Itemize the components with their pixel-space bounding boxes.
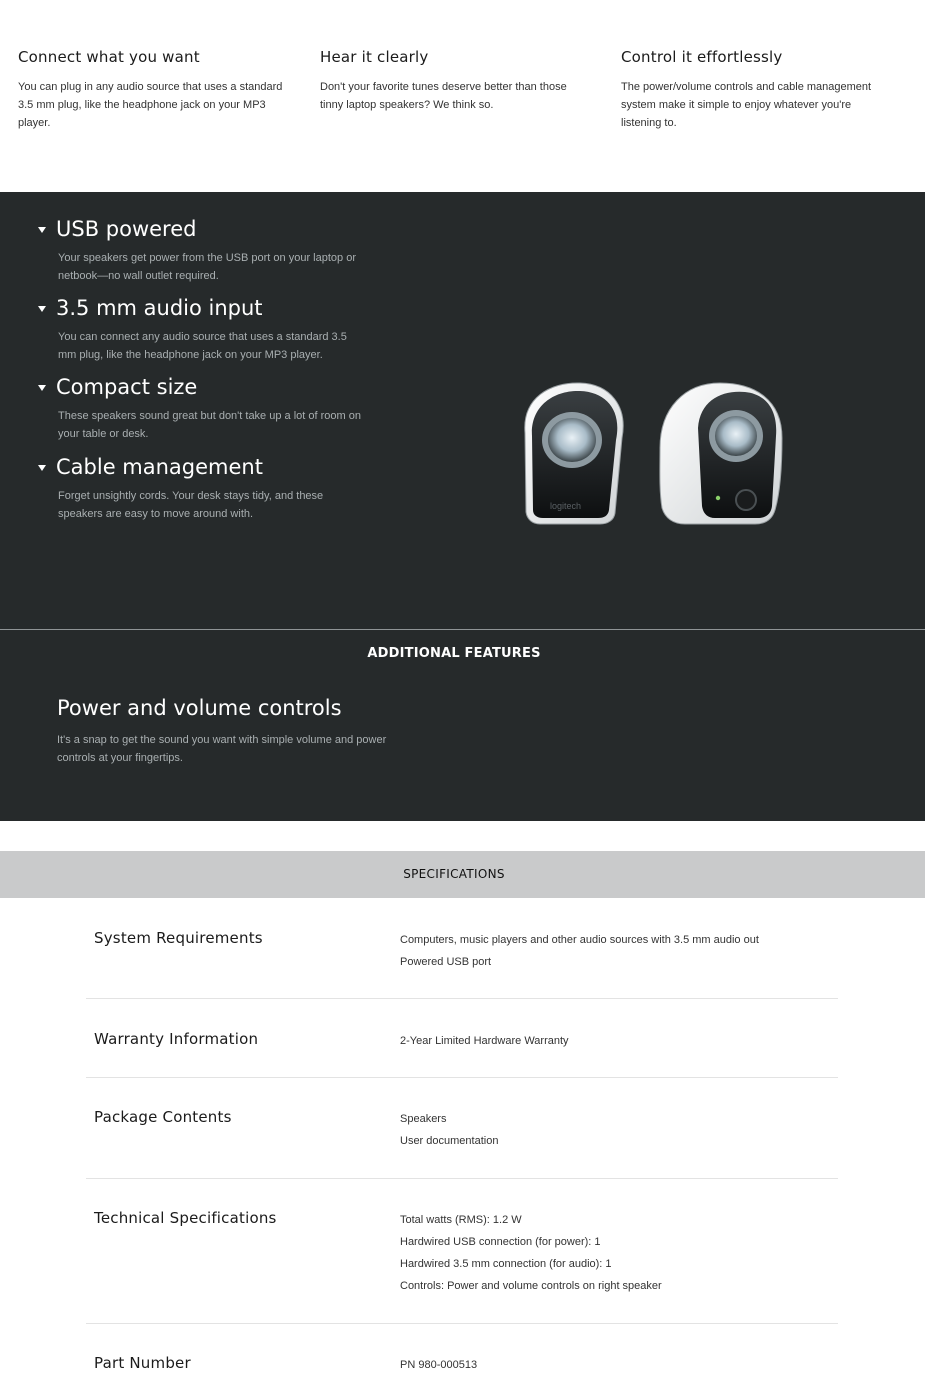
spec-values <box>400 1209 662 1297</box>
intro-feature-title: Connect what you want <box>18 48 200 66</box>
intro-feature-hear <box>320 48 590 114</box>
caret-down-icon <box>38 227 46 233</box>
additional-feature-text: It's a snap to get the sound you want with simple volume and power controls at your fingertips. <box>57 734 387 764</box>
intro-features <box>0 0 925 192</box>
specifications-heading: SPECIFICATIONS <box>403 867 505 881</box>
spec-label: System Requirements <box>94 929 263 947</box>
feature-usb-powered[interactable] <box>38 217 378 285</box>
feature-panel <box>0 192 925 629</box>
intro-feature-text: The power/volume controls and cable management system make it simple to enjoy whatever you're listening to. <box>621 81 872 129</box>
caret-down-icon <box>38 306 46 312</box>
spec-value: Computers, music players and other audio sources with 3.5 mm audio out <box>400 934 759 946</box>
speakers-product-image <box>510 378 795 533</box>
spec-label: Technical Specifications <box>94 1209 277 1227</box>
spec-label: Warranty Information <box>94 1030 259 1048</box>
additional-features <box>0 630 925 821</box>
intro-feature-title: Hear it clearly <box>320 48 429 66</box>
intro-feature-connect <box>18 48 288 132</box>
spec-label: Package Contents <box>94 1108 232 1126</box>
spec-value: Speakers <box>400 1113 447 1125</box>
brand-logo: logitech <box>550 501 582 511</box>
spec-value: Hardwired USB connection (for power): 1 <box>400 1236 601 1248</box>
intro-feature-text: You can plug in any audio source that uses a standard 3.5 mm plug, like the headphone jack on your MP3 player. <box>18 81 283 129</box>
power-led-icon <box>716 496 720 500</box>
spec-row-part-number <box>86 1354 838 1394</box>
caret-down-icon <box>38 465 46 471</box>
spec-values <box>400 1108 498 1152</box>
feature-title: Cable management <box>56 455 263 479</box>
feature-text: These speakers sound great but don't take up a lot of room on your table or desk. <box>58 410 361 440</box>
volume-knob-icon <box>736 490 756 510</box>
spec-value: User documentation <box>400 1135 499 1147</box>
spec-value: Powered USB port <box>400 956 492 968</box>
feature-text: Forget unsightly cords. Your desk stays tidy, and these speakers are easy to move around with. <box>58 490 324 520</box>
intro-feature-title: Control it effortlessly <box>621 48 783 66</box>
feature-title: Compact size <box>56 375 198 399</box>
spec-values <box>400 929 759 973</box>
intro-feature-control <box>621 48 891 132</box>
spec-value: PN 980-000513 <box>400 1359 478 1371</box>
spec-values <box>400 1354 477 1376</box>
additional-feature-title: Power and volume controls <box>57 696 342 720</box>
spec-value: Total watts (RMS): 1.2 W <box>400 1214 522 1226</box>
feature-text: Your speakers get power from the USB port on your laptop or netbook—no wall outlet required. <box>58 252 356 282</box>
feature-title: USB powered <box>56 217 197 241</box>
spec-row-package-contents <box>86 1108 838 1179</box>
left-speaker <box>525 383 623 524</box>
spec-label: Part Number <box>94 1354 191 1372</box>
spec-row-technical-specifications <box>86 1209 838 1324</box>
caret-down-icon <box>38 385 46 391</box>
spec-value: Hardwired 3.5 mm connection (for audio): 1 <box>400 1258 612 1270</box>
intro-feature-text: Don't your favorite tunes deserve better than those tinny laptop speakers? We think so. <box>320 81 567 111</box>
feature-cable-management[interactable] <box>38 455 378 523</box>
feature-text: You can connect any audio source that uses a standard 3.5 mm plug, like the headphone jack on your MP3 player. <box>58 331 347 361</box>
spec-row-warranty <box>86 1030 838 1078</box>
right-speaker <box>660 383 782 524</box>
feature-audio-input[interactable] <box>38 296 378 364</box>
feature-title: 3.5 mm audio input <box>56 296 263 320</box>
specifications-header[interactable] <box>0 851 925 898</box>
feature-compact-size[interactable] <box>38 375 378 443</box>
spec-row-system-requirements <box>86 929 838 999</box>
spec-values <box>400 1030 569 1052</box>
spec-value: Controls: Power and volume controls on right speaker <box>400 1280 662 1292</box>
spec-value: 2-Year Limited Hardware Warranty <box>400 1035 569 1047</box>
additional-features-heading: ADDITIONAL FEATURES <box>367 646 541 661</box>
